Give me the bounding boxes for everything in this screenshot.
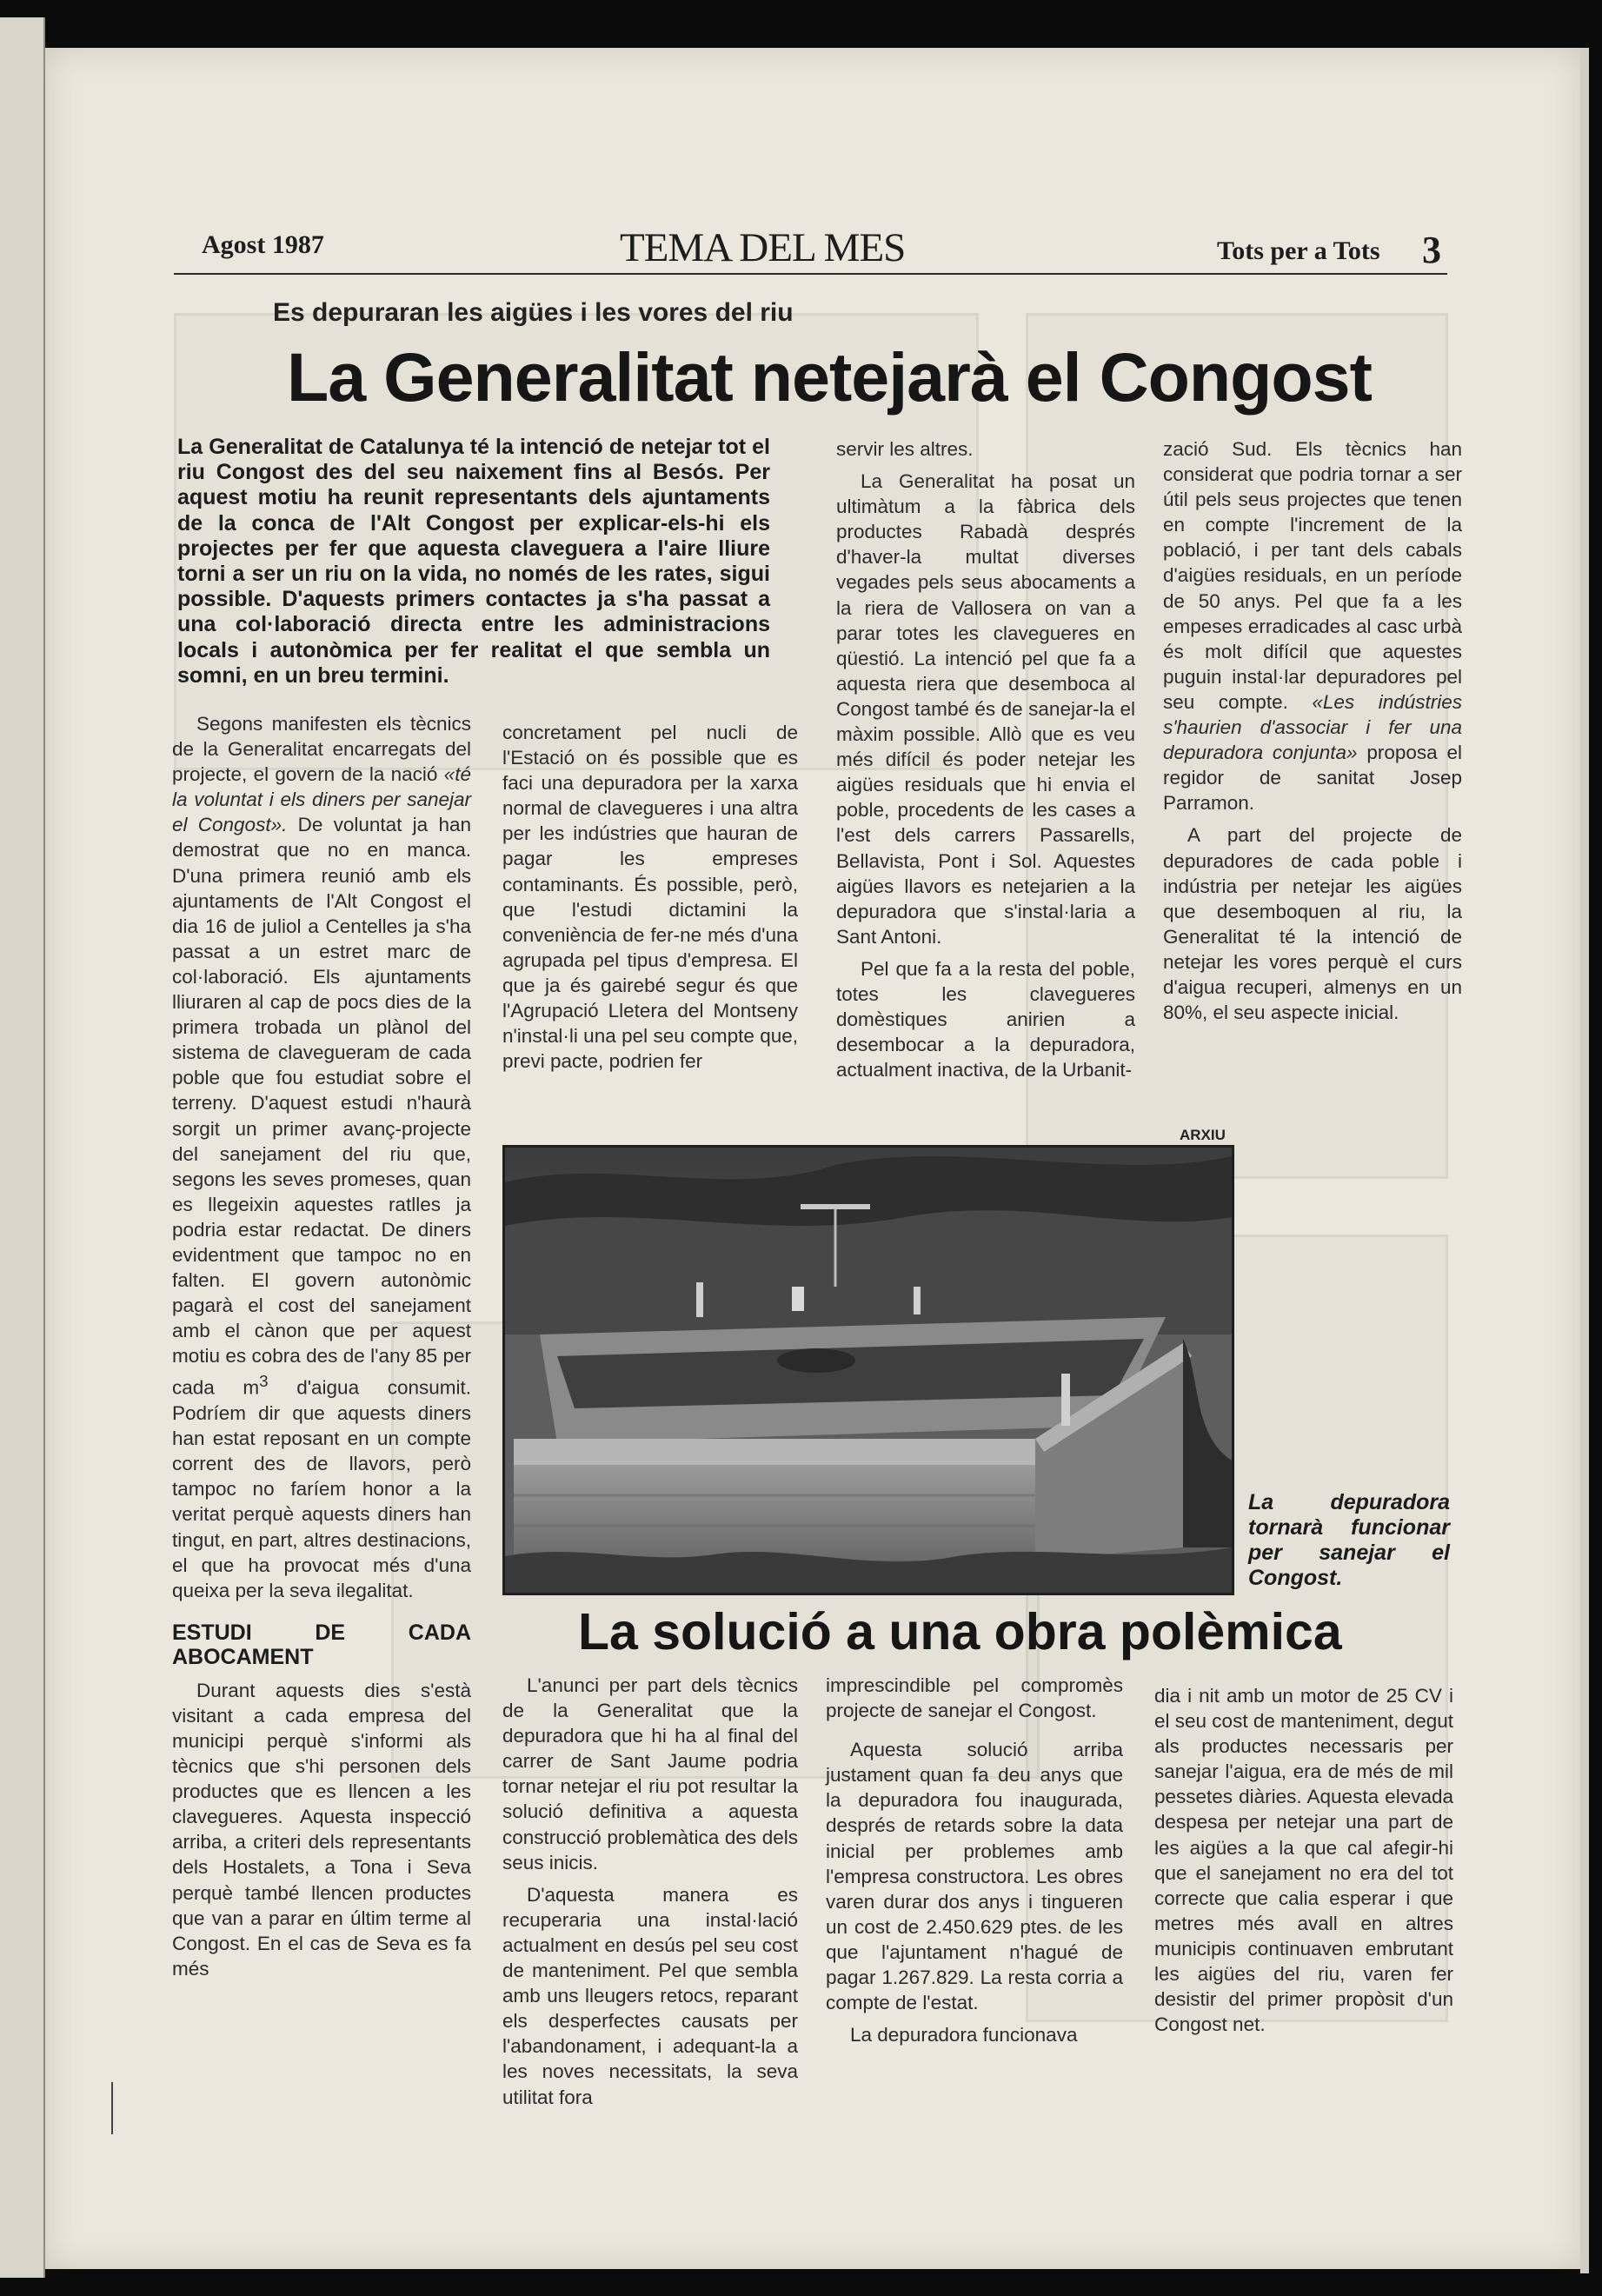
photo-graphic bbox=[505, 1148, 1232, 1593]
facing-page-edge bbox=[0, 17, 45, 2278]
article2-paragraph: Aquesta solució arriba justament quan fa deu anys que la depuradora fou inaugurada, després de retards sobre la data inicial per problemes amb l'empresa constructora. Les obres varen durar dos anys i tingueren un cost de 2.450.629 ptes. de les que l'ajuntament n'hagué de pagar 1.267.829. La resta corria a compte de l'estat. bbox=[826, 1739, 1123, 2014]
article2-column-2 bbox=[826, 1673, 1123, 2054]
article2-paragraph: L'anunci per part dels tècnics de la Generalitat que la depuradora que hi ha al final del carrer de Sant Jaume podria tornar netejar el riu pot resultar la solució definitiva a aquesta construcció problemàtica des dels seus inicis. bbox=[502, 1674, 798, 1873]
quote: «Les indústries s'haurien d'associar i fer una depuradora conjunta» bbox=[1163, 690, 1462, 764]
publication-name: Tots per a Tots bbox=[1217, 236, 1380, 265]
section-title: TEMA DEL MES bbox=[620, 225, 906, 270]
margin-pencil-mark bbox=[111, 2082, 113, 2134]
article1-paragraph: Segons manifesten els tècnics de la Generalitat encarregats del projecte, el govern de la nació «té la voluntat i els diners per sanejar el Congost». De voluntat ja han demostrat que no en manca. D'una primera reunió amb els ajuntaments de l'Alt Congost el dia 16 de juliol a Centelles ja s'ha passat a un estret marc de col·laboració. Els ajuntaments lliuraren al cap de pocs dies de la primera trobada un plànol del sistema de clavegueram de cada poble que fou estudiat sobre el terreny. D'aquest estudi n'haurà sorgit un primer avanç-projecte del sanejament del riu que, segons les seves promeses, quan es llegeixin aquestes ratlles ja podria estar redactat. De diners evidentment que tampoc no en falten. El govern autonòmic pagarà el cost del sanejament amb el cànon que per aquest motiu es cobra des de l'any 85 per cada $m^3$ d'aigua consumit. Podríem dir que aquests diners han estat reposant en un compte corrent des de llavors, però tampoc no faríem honor a la veritat perquè aquests diners han tingut, en part, altres destinacions, el que ha provocat més d'una queixa per la seva ilegalitat. bbox=[172, 713, 471, 1601]
article2-column-1 bbox=[502, 1673, 798, 2117]
article1-paragraph: Pel que fa a la resta del poble, totes les clavegueres domèstiques anirien a desembocar a la depuradora, actualment inactiva, de la Urbanit- bbox=[836, 957, 1135, 1081]
quote: «té la voluntat i els diners per sanejar el Congost». bbox=[172, 763, 471, 836]
article1-paragraph: zació Sud. Els tècnics han considerat que podria tornar a ser útil pels seus projectes que tenen en compte l'increment de la població, i per tant dels cabals d'aigües residuals, en un període de 50 anys. Pel que fa a les empeses erradicades al casc urbà és molt difícil que aquestes puguin instal·lar depuradores pel seu compte. «Les indústries s'haurien d'associar i fer una depuradora conjunta» proposa el regidor de sanitat Josep Parramon. bbox=[1163, 438, 1462, 815]
article1-paragraph: Durant aquests dies s'està visitant a cada empresa del municipi perquè s'informi als tècnics que s'hi personen dels productes que es llencen a les clavegueres. Aquesta inspecció arriba, a criteri dels representants dels Hostalets, a Tona i Seva perquè també llencen productes que van a parar en últim terme al Congost. En el cas de Seva es fa més bbox=[172, 1679, 471, 1980]
article1-column-4 bbox=[1163, 436, 1462, 1032]
article2-paragraph: imprescindible pel compromès projecte de sanejar el Congost. bbox=[826, 1674, 1123, 1722]
article1-column-3 bbox=[836, 436, 1135, 1089]
subheading: ESTUDI DE CADA ABOCAMENT bbox=[172, 1620, 471, 1669]
article2-paragraph: dia i nit amb un motor de 25 CV i el seu cost de manteniment, degut als productes necessaris per sanejar l'aigua, era de més de mil pessetes diàries. Aquesta elevada despesa per netejar una part de les aigües a la que cal afegir-hi que el sanejament no era del tot correcte que calia esperar i que metres més avall en altres municipis continuaven embrutant les aigües del riu, varen fer desistir del primer propòsit d'un Congost net. bbox=[1154, 1685, 1453, 2036]
article1-column-1 bbox=[172, 711, 471, 1988]
article-kicker: Es depuraran les aigües i les vores del riu bbox=[273, 298, 794, 327]
article1-paragraph: A part del projecte de depuradores de cada poble i indústria per netejar les aigües que desemboquen al riu, la Generalitat té la intenció de netejar les vores perquè el curs d'aigua recuperi, almenys en un 80%, el seu aspecte inicial. bbox=[1163, 824, 1462, 1024]
article2-headline: La solució a una obra polèmica bbox=[578, 1603, 1342, 1660]
article-lead: La Generalitat de Catalunya té la intenció de netejar tot el riu Congost des del seu naixement fins al Besós. Per aquest motiu ha reunit representants dels ajuntaments de la conca de l'Alt Congost per explicar-els-hi els projectes per fer que aquesta claveguera a l'aire lliure torni a ser un riu on la vida, no només de les rates, sigui possible. D'aquests primers contactes ja s'ha passat a una col·laboració directa entre les administracions locals i autonòmica per fer realitat el que sembla un somni, en un breu termini. bbox=[177, 435, 770, 688]
page-number: 3 bbox=[1422, 229, 1441, 271]
page-edge bbox=[1580, 48, 1589, 2273]
photo-credit: ARXIU bbox=[1180, 1127, 1226, 1143]
superscript: 3 bbox=[259, 1372, 269, 1391]
article1-paragraph: concretament pel nucli de l'Estació on és possible que es faci una depuradora per la xarxa normal de clavegueres i una altra per les indústries que hauran de pagar les empreses contaminants. És possible, però, que l'estudi dictamini la conveniència de fer-ne més d'una agrupada pel tipus d'empresa. El que ja és gairebé segur és que l'Agrupació Lletera del Montseny n'instal·li una pel seu compte que, previ pacte, podrien fer bbox=[502, 722, 798, 1073]
article-headline: La Generalitat netejarà el Congost bbox=[287, 338, 1372, 416]
header-rule bbox=[174, 273, 1447, 275]
article2-paragraph: D'aquesta manera es recuperaria una instal·lació actualment en desús pel seu cost de manteniment. Pel que sembla amb uns lleugers retocs, reparant els desperfectes causats per l'abandonament, i adequant-la a les noves necessitats, la seva utilitat fora bbox=[502, 1883, 798, 2108]
treatment-plant-photo bbox=[502, 1145, 1234, 1595]
article1-paragraph: servir les altres. bbox=[836, 438, 974, 460]
issue-date: Agost 1987 bbox=[202, 230, 324, 259]
article1-paragraph: La Generalitat ha posat un ultimàtum a la fàbrica dels productes Rabadà després d'haver-la multat diverses vegades pels seus abocaments a la riera de Vallosera on van a parar totes les clavegueres en qüestió. La intenció pel que fa a aquesta riera que desemboca al Congost també és de sanejar-la el màxim possible. Allò que es veu més difícil és poder netejar les aigües residuals que hi envia el poble, procedents de les cases a l'est dels carrers Passarells, Bellavista, Pont i Sol. Aquestes aigües llavors es netejarien a la depuradora que s'instal·laria a Sant Antoni. bbox=[836, 470, 1135, 948]
article2-paragraph: La depuradora funcionava bbox=[850, 2024, 1078, 2046]
article1-column-2 bbox=[502, 720, 798, 1081]
article2-column-3 bbox=[1154, 1683, 1453, 2044]
photo-caption: La depuradora tornarà funcionar per sanejar el Congost. bbox=[1248, 1490, 1450, 1590]
